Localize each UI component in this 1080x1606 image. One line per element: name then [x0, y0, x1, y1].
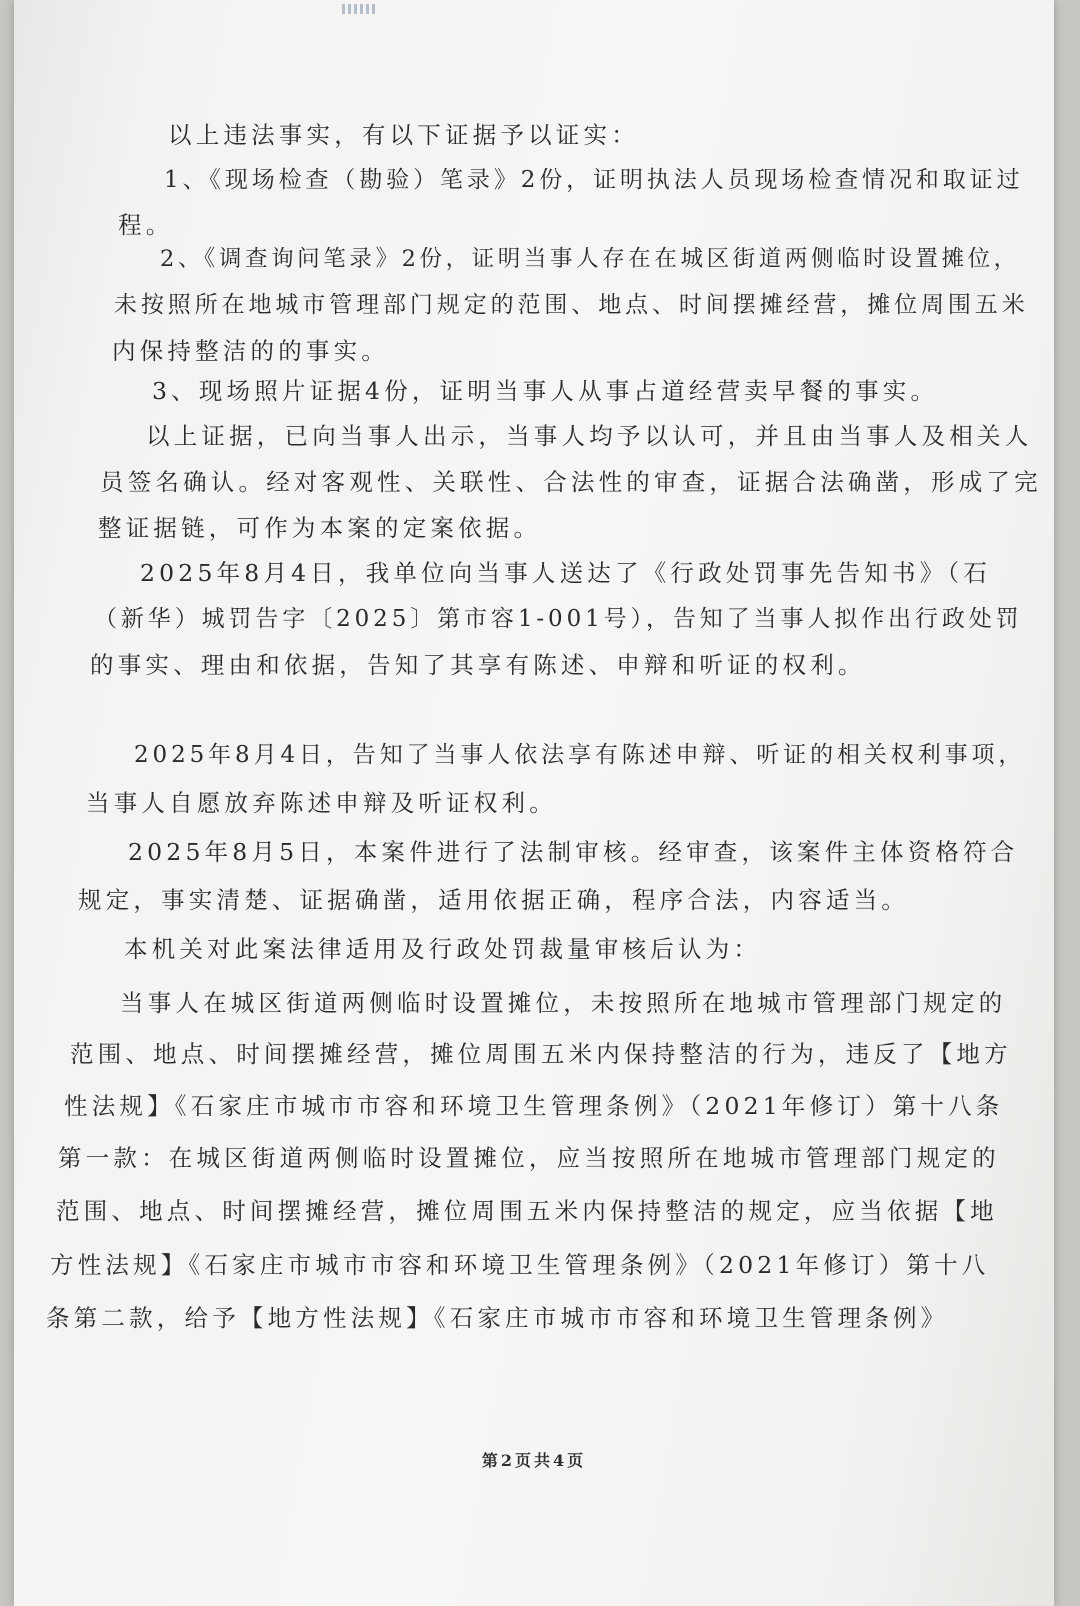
- text-line: 员签名确认。经对客观性、关联性、合法性的审查，证据合法确凿，形成了完: [100, 468, 1042, 496]
- text-line: 以上违法事实，有以下证据予以证实：: [168, 121, 639, 149]
- text-line: 2025年8月5日，本案件进行了法制审核。经审查，该案件主体资格符合: [128, 838, 1019, 866]
- text-line: 程。: [118, 211, 174, 239]
- text-line: 方性法规】《石家庄市城市市容和环境卫生管理条例》（2021年修订）第十八: [50, 1251, 990, 1279]
- text-line: 2025年8月4日，我单位向当事人送达了《行政处罚事先告知书》（石: [140, 559, 992, 587]
- text-line: 条第二款，给予【地方性法规】《石家庄市城市市容和环境卫生管理条例》: [46, 1304, 949, 1332]
- page-number: 第2页共4页: [481, 1451, 587, 1470]
- text-line: 范围、地点、时间摆摊经营，摊位周围五米内保持整洁的行为，违反了【地方: [70, 1040, 1012, 1068]
- text-line: 内保持整洁的的事实。: [112, 337, 389, 365]
- text-line: 以上证据，已向当事人出示，当事人均予以认可，并且由当事人及相关人: [146, 422, 1033, 450]
- staple-mark: [342, 4, 376, 14]
- text-line: 未按照所在地城市管理部门规定的范围、地点、时间摆摊经营，摊位周围五米: [114, 292, 1029, 318]
- text-line: 本机关对此案法律适用及行政处罚裁量审核后认为：: [124, 935, 762, 963]
- text-line: 整证据链，可作为本案的定案依据。: [98, 514, 542, 542]
- text-line: 当事人自愿放弃陈述申辩及听证权利。: [86, 789, 557, 817]
- text-line: （新华）城罚告字〔2025〕第市容1-001号），告知了当事人拟作出行政处罚: [94, 606, 1023, 632]
- document-page: [14, 0, 1054, 1606]
- text-line: 2、《调查询问笔录》2份，证明当事人存在在城区街道两侧临时设置摊位，: [160, 246, 1020, 272]
- text-line: 第一款：在城区街道两侧临时设置摊位，应当按照所在地城市管理部门规定的: [58, 1144, 1000, 1172]
- text-line: 的事实、理由和依据，告知了其享有陈述、申辩和听证的权利。: [90, 651, 866, 679]
- text-line: 3、现场照片证据4份，证明当事人从事占道经营卖早餐的事实。: [152, 377, 939, 405]
- text-line: 1、《现场检查（勘验）笔录》2份，证明执法人员现场检查情况和取证过: [164, 167, 1024, 193]
- text-line: 性法规】《石家庄市城市市容和环境卫生管理条例》（2021年修订）第十八条: [64, 1092, 1004, 1120]
- text-line: 范围、地点、时间摆摊经营，摊位周围五米内保持整洁的规定，应当依据【地: [56, 1197, 998, 1225]
- text-line: 2025年8月4日，告知了当事人依法享有陈述申辩、听证的相关权利事项，: [134, 742, 1026, 768]
- text-line: 规定，事实清楚、证据确凿，适用依据正确，程序合法，内容适当。: [78, 886, 909, 914]
- text-line: 当事人在城区街道两侧临时设置摊位，未按照所在地城市管理部门规定的: [120, 989, 1007, 1017]
